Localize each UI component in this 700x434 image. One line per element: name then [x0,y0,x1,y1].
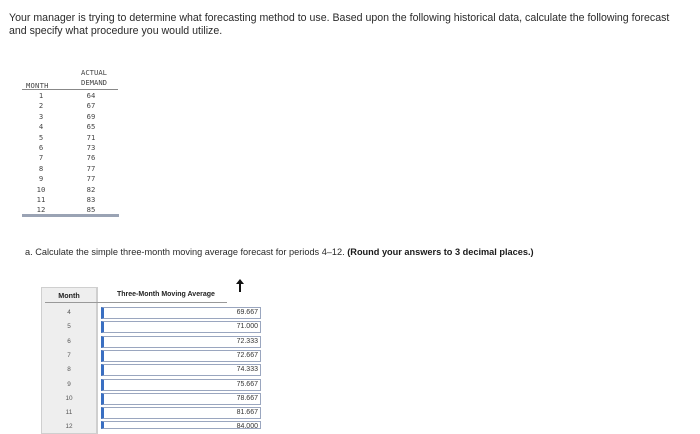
problem-intro: Your manager is trying to determine what forecasting method to use. Based upon the following historical data, calculate the following forecast and specify what procedure you would utilize. [9,12,670,37]
forecast-value-input[interactable]: 78.667 [101,393,261,405]
historical-demand: 71 [86,132,96,142]
forecast-row [41,363,263,377]
historical-row [22,153,122,163]
forecast-value-input[interactable]: 71.000 [101,321,261,333]
forecast-month: 4 [67,309,71,316]
historical-month: 4 [38,122,44,132]
historical-month: 6 [38,142,44,152]
forecast-row [41,335,263,349]
forecast-value-input[interactable]: 75.667 [101,379,261,391]
historical-header-month: MONTH [26,81,49,90]
forecast-row [41,378,263,392]
forecast-value-input[interactable]: 84.000 [101,421,261,429]
historical-header-actual-line1: ACTUAL [81,68,107,77]
historical-demand: 69 [86,111,96,121]
historical-row [22,91,122,101]
forecast-month: 11 [65,409,73,417]
historical-row [22,174,122,184]
forecast-month: 8 [67,366,71,374]
historical-demand: 73 [86,142,96,152]
historical-rows [22,91,122,216]
forecast-month: 10 [65,394,73,402]
moving-average-table [41,287,263,434]
historical-demand: 77 [86,163,96,173]
historical-row [22,112,122,122]
historical-demand: 64 [86,91,96,100]
forecast-value-input[interactable]: 74.333 [101,364,261,376]
historical-demand: 76 [86,153,96,163]
forecast-header-rule [45,302,227,303]
forecast-header-month: Month [58,291,80,300]
forecast-row [41,320,263,334]
forecast-value-input[interactable]: 72.333 [101,336,261,348]
historical-row [22,143,122,153]
historical-month: 11 [36,194,46,204]
historical-demand: 65 [86,122,96,132]
forecast-row [41,349,263,363]
historical-month: 3 [38,111,44,121]
forecast-value-input[interactable]: 69.667 [101,307,261,319]
historical-demand-table [22,66,122,215]
forecast-value-input[interactable]: 81.667 [101,407,261,419]
historical-table-header [22,66,122,90]
historical-header-actual-line2: DEMAND [81,78,107,87]
question-rounding-note: (Round your answers to 3 decimal places.) [347,247,534,257]
historical-row [22,164,122,174]
historical-row [22,133,122,143]
historical-row [22,122,122,132]
historical-demand: 85 [86,205,96,215]
forecast-header-value: Three-Month Moving Average [117,291,215,298]
historical-month: 1 [38,91,44,100]
forecast-month: 12 [65,423,73,431]
question-a [25,247,534,257]
historical-row [22,185,122,195]
historical-month: 10 [36,184,46,194]
question-text: a. Calculate the simple three-month moving average forecast for periods 4–12. [25,247,348,257]
historical-month: 7 [38,153,44,163]
historical-month: 8 [38,163,44,173]
historical-month: 5 [38,132,44,142]
historical-header-rule [22,89,118,90]
forecast-month: 6 [67,337,71,345]
forecast-month: 5 [67,323,71,331]
historical-month: 2 [38,101,44,111]
mouse-cursor-icon [236,279,244,293]
historical-row [22,195,122,205]
historical-demand: 82 [86,184,96,194]
historical-row [22,101,122,111]
forecast-month: 9 [67,380,71,388]
forecast-row [41,406,263,420]
historical-month: 12 [36,205,46,215]
historical-demand: 77 [86,174,96,184]
historical-header-actual [72,68,116,88]
forecast-month: 7 [67,351,71,359]
forecast-row [41,392,263,406]
historical-demand: 83 [86,194,96,204]
forecast-row [41,306,263,320]
forecast-row [41,420,263,434]
forecast-value-input[interactable]: 72.667 [101,350,261,362]
historical-bottom-rule [22,214,119,217]
historical-demand: 67 [86,101,96,111]
historical-month: 9 [38,174,44,184]
